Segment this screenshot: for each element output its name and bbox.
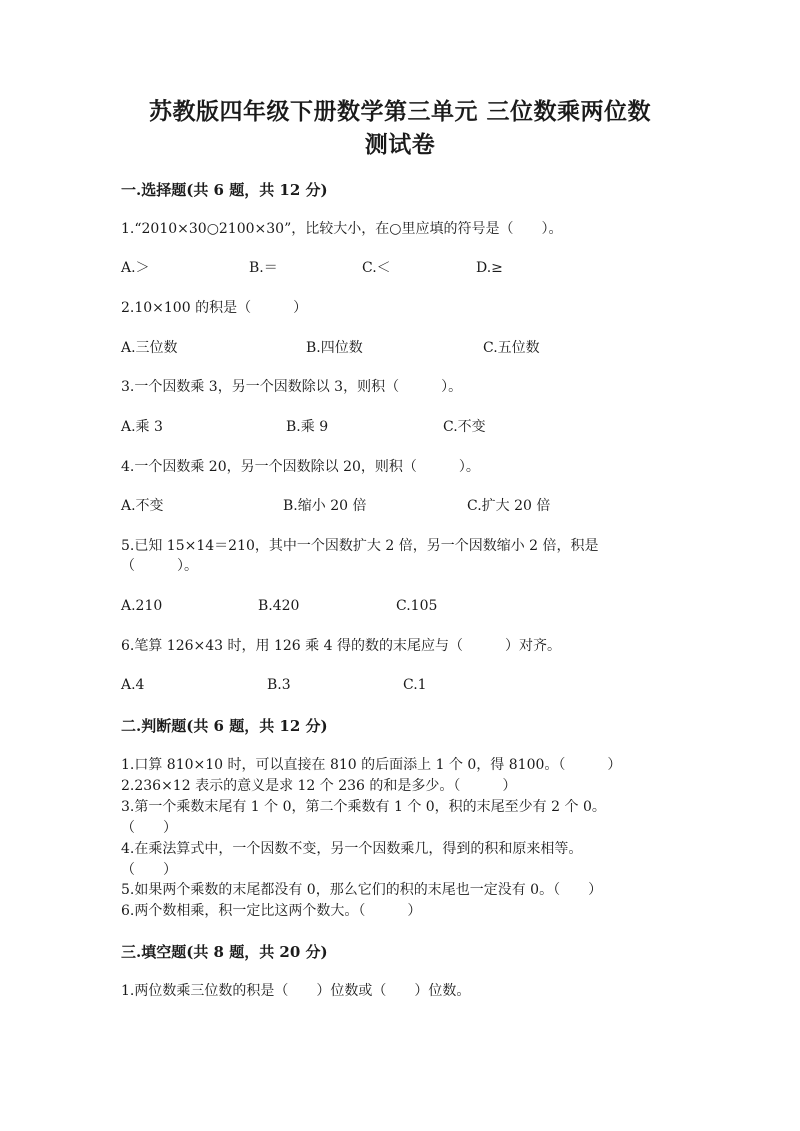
option-a: A.不变 [121, 498, 164, 514]
question-text: 2.10×100 的积是（ ） [121, 300, 308, 316]
option-b: B.缩小 20 倍 [283, 498, 367, 514]
option-d: D.≥ [476, 260, 503, 276]
judgment-item: 5.如果两个乘数的末尾都没有 0，那么它们的积的末尾也一定没有 0。（ ） [121, 882, 603, 898]
option-a: A.＞ [121, 260, 150, 276]
question-text: 5.已知 15×14＝210，其中一个因数扩大 2 倍，另一个因数缩小 2 倍，积是 [121, 538, 599, 554]
judgment-item: 3.第一个乘数末尾有 1 个 0，第二个乘数有 1 个 0，积的末尾至少有 2 个 0。 [121, 799, 606, 815]
option-b: B.乘 9 [286, 419, 329, 435]
option-b: B.四位数 [306, 340, 363, 356]
section-heading-choice: 一.选择题(共 6 题，共 12 分) [121, 181, 328, 199]
question-text-continued: （ ）。 [121, 558, 198, 574]
option-b: B.420 [258, 598, 300, 614]
option-c: C.扩大 20 倍 [467, 498, 551, 514]
question-text: 1.“2010×30○2100×30”，比较大小，在○里应填的符号是（ ）。 [121, 221, 563, 237]
option-c: C.1 [403, 677, 427, 693]
option-c: C.五位数 [483, 340, 540, 356]
question-text: 3.一个因数乘 3，另一个因数除以 3，则积（ ）。 [121, 379, 463, 395]
page-title-line2: 测试卷 [364, 131, 436, 158]
option-c: C.不变 [443, 419, 486, 435]
judgment-item-continued: （ ） [121, 820, 177, 836]
section-heading-judgment: 二.判断题(共 6 题，共 12 分) [121, 717, 328, 735]
option-b: B.3 [267, 677, 291, 693]
option-c: C.105 [396, 598, 438, 614]
option-a: A.4 [121, 677, 145, 693]
option-a: A.210 [121, 598, 163, 614]
judgment-item-continued: （ ） [121, 862, 177, 878]
question-text: 6.笔算 126×43 时，用 126 乘 4 得的数的末尾应与（ ）对齐。 [121, 638, 561, 654]
option-c: C.＜ [362, 260, 391, 276]
page-title: 苏教版四年级下册数学第三单元 三位数乘两位数 [148, 98, 651, 125]
question-text: 4.一个因数乘 20，另一个因数除以 20，则积（ ）。 [121, 459, 480, 475]
option-a: A.乘 3 [121, 419, 163, 435]
fill-in-item: 1.两位数乘三位数的积是（ ）位数或（ ）位数。 [121, 983, 471, 999]
judgment-item: 6.两个数相乘，积一定比这两个数大。（ ） [121, 903, 422, 919]
section-heading-fill-in: 三.填空题(共 8 题，共 20 分) [121, 943, 328, 961]
judgment-item: 1.口算 810×10 时，可以直接在 810 的后面添上 1 个 0，得 8100。（ ） [121, 757, 622, 773]
option-b: B.＝ [249, 260, 278, 276]
option-a: A.三位数 [121, 340, 178, 356]
judgment-item: 2.236×12 表示的意义是求 12 个 236 的和是多少。（ ） [121, 778, 517, 794]
judgment-item: 4.在乘法算式中，一个因数不变，另一个因数乘几，得到的积和原来相等。 [121, 841, 583, 857]
